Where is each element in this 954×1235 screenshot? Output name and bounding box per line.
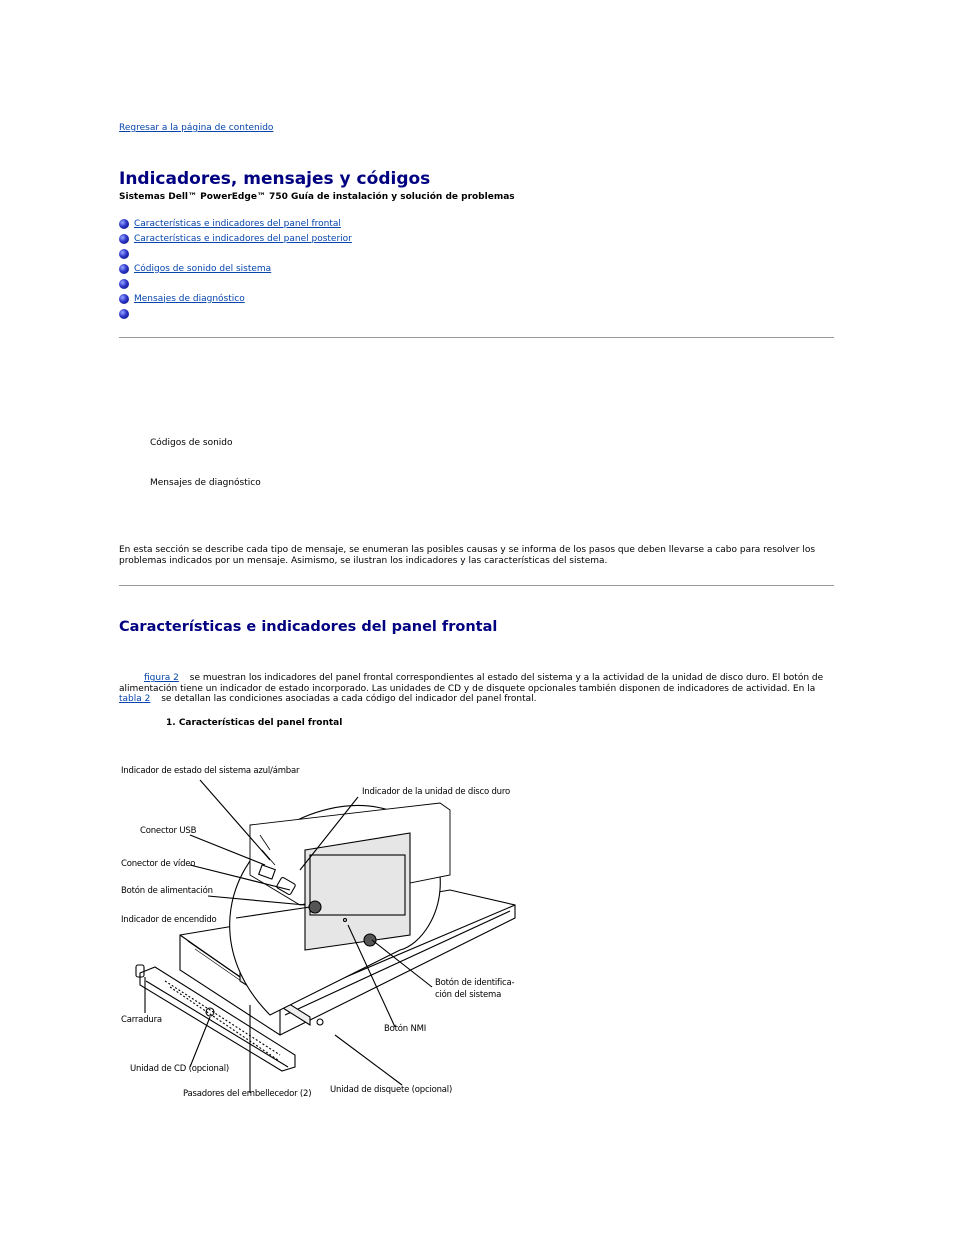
callout-usb-connector: Conector USB [140,826,197,836]
figure-link[interactable]: figura 2 [144,673,179,683]
callout-hdd-indicator: Indicador de la unidad de disco duro [362,787,510,797]
callout-nmi-button: Botón NMI [384,1024,427,1034]
toc-item [119,291,352,306]
toc-link-blank-3[interactable] [134,309,220,319]
back-to-contents-link[interactable]: Regresar a la página de contenido [119,123,274,133]
page-subtitle: Sistemas Dell™ PowerEdge™ 750 Guía de instalación y solución de problemas [119,192,515,202]
paragraph-text: se muestran los indicadores del panel frontal correspondientes al estado del sistema y a la actividad de la unidad de disco duro. El botón de alimentación tiene un indicador de estado incorporado. Las unidades de CD y de disquete opcionales también disponen de indicadores de actividad. En la [119,673,824,694]
bullet-icon [119,264,129,274]
callout-power-button: Botón de alimentación [121,886,213,896]
callout-floppy-drive: Unidad de disquete (opcional) [330,1085,453,1095]
front-panel-illustration [110,755,530,1105]
bullet-icon [119,309,129,319]
callout-system-id-button-cont: ción del sistema [435,990,502,1000]
callout-power-indicator: Indicador de encendido [121,915,217,925]
toc-item [119,306,352,321]
beep-codes-label: Códigos de sonido [150,438,233,448]
toc-item [119,216,352,231]
front-panel-figure [110,755,530,1105]
toc-item [119,246,352,261]
table-link[interactable]: tabla 2 [119,694,151,704]
intro-paragraph: En esta sección se describe cada tipo de mensaje, se enumeran las posibles causas y se informa de los pasos que deben llevarse a cabo para resolver los problemas indicados por un mensaje. Asimismo, se ilustran los indicadores y las características del sistema. [119,545,816,566]
toc-link-front-panel[interactable]: Características e indicadores del panel frontal [134,218,341,229]
toc-item [119,276,352,291]
callout-lock: Carradura [121,1015,162,1025]
callout-system-id-button: Botón de identifica- [435,978,515,988]
divider [119,337,834,338]
toc-link-blank-2[interactable] [134,279,246,289]
bullet-icon [119,279,129,289]
callout-bezel-latches: Pasadores del embellecedor (2) [183,1089,312,1099]
figure-caption: 1. Características del panel frontal [166,718,343,728]
bullet-icon [119,219,129,229]
section-paragraph [119,673,824,705]
toc-link-diagnostic-messages[interactable]: Mensajes de diagnóstico [134,293,245,304]
toc-item [119,261,352,276]
diagnostic-messages-label: Mensajes de diagnóstico [150,478,261,488]
page-title: Indicadores, mensajes y códigos [119,169,431,189]
bullet-icon [119,294,129,304]
toc-link-back-panel[interactable]: Características e indicadores del panel posterior [134,233,352,244]
bullet-icon [119,234,129,244]
toc-link-beep-codes[interactable]: Códigos de sonido del sistema [134,263,272,274]
callout-status-indicator: Indicador de estado del sistema azul/ámbar [121,766,300,776]
section-title: Características e indicadores del panel frontal [119,619,498,635]
callout-cd-drive: Unidad de CD (opcional) [130,1064,230,1074]
bullet-icon [119,249,129,259]
toc-item [119,231,352,246]
table-of-contents [119,216,352,321]
divider [119,585,834,586]
paragraph-text: se detallan las condiciones asociadas a cada código del indicador del panel frontal. [158,694,537,704]
toc-link-blank-1[interactable] [134,249,230,259]
callout-video-connector: Conector de vídeo [121,859,196,869]
